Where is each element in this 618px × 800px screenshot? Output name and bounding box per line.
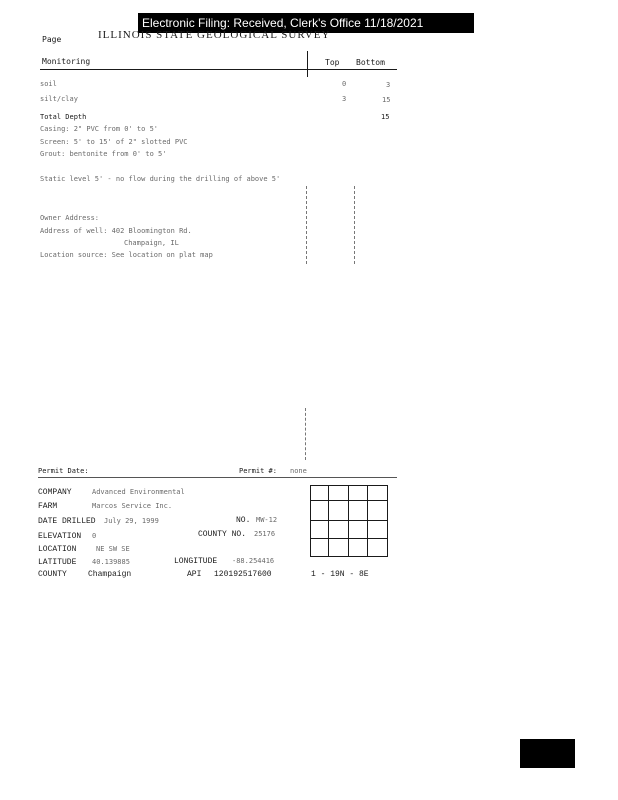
owner-address-label: Owner Address: [40, 214, 100, 222]
county-no-value: 25176 [254, 530, 276, 538]
location-label: LOCATION [38, 545, 77, 554]
well-no-label: NO. [236, 516, 251, 525]
company-label: COMPANY [38, 488, 72, 497]
farm-value: Marcos Service Inc. [92, 502, 173, 510]
permit-no-label: Permit #: [239, 467, 277, 475]
total-depth-value: 15 [381, 113, 390, 121]
location-value: NE SW SE [96, 545, 130, 553]
column-guide [354, 186, 356, 264]
column-guide [305, 408, 307, 460]
plat-grid-line [348, 485, 349, 557]
permit-date-label: Permit Date: [38, 467, 89, 475]
log-row-bottom: 15 [382, 96, 391, 104]
filing-banner-text: Electronic Filing: Received, Clerk's Office 11/18/2021 [142, 16, 424, 30]
well-address-line1: Address of well: 402 Bloomington Rd. [40, 227, 192, 235]
plat-grid-line [310, 520, 388, 521]
api-value: 120192517600 [214, 570, 272, 579]
water-level-note: Static level 5' - no flow during the drilling of above 5' [40, 175, 281, 183]
log-row-label: soil [40, 80, 57, 88]
farm-label: FARM [38, 502, 58, 511]
well-address-line2: Champaign, IL [124, 239, 179, 247]
log-row-top: 0 [342, 80, 347, 88]
well-no-value: MW-12 [256, 516, 278, 524]
redaction-block [520, 739, 575, 768]
page-label: Page [42, 35, 62, 44]
table-column-divider [307, 51, 308, 77]
date-drilled-value: July 29, 1999 [104, 517, 159, 525]
plat-grid-line [328, 485, 329, 557]
county-value: Champaign [88, 570, 132, 579]
column-guide [306, 186, 308, 264]
permit-no-value: none [290, 467, 307, 475]
total-depth-label: Total Depth [40, 113, 87, 121]
elevation-value: 0 [92, 532, 97, 540]
county-no-label: COUNTY NO. [198, 530, 247, 539]
latitude-value: 40.139885 [92, 558, 130, 566]
longitude-label: LONGITUDE [174, 557, 218, 566]
county-label: COUNTY [38, 570, 67, 579]
plat-grid-line [310, 538, 388, 539]
plat-grid-line [367, 485, 368, 557]
permit-rule [38, 477, 397, 478]
log-row-bottom: 3 [386, 81, 391, 89]
table-header-rule [40, 69, 397, 70]
grout-note: Grout: bentonite from 0' to 5' [40, 150, 167, 158]
log-row-label: silt/clay [40, 95, 78, 103]
screen-note: Screen: 5' to 15' of 2" slotted PVC [40, 138, 188, 146]
longitude-value: -88.254416 [232, 557, 275, 565]
location-source: Location source: See location on plat map [40, 251, 213, 259]
latitude-label: LATITUDE [38, 558, 77, 567]
township-range: 1 - 19N - 8E [311, 570, 369, 579]
col-top-header: Top [325, 58, 340, 67]
log-row-top: 3 [342, 95, 347, 103]
company-value: Advanced Environmental [92, 488, 185, 496]
api-label: API [187, 570, 202, 579]
col-bottom-header: Bottom [356, 58, 385, 67]
section-label: Monitoring [42, 57, 91, 66]
plat-grid-line [310, 500, 388, 501]
plat-outline [310, 485, 388, 557]
casing-note: Casing: 2" PVC from 0' to 5' [40, 125, 159, 133]
survey-title: ILLINOIS STATE GEOLOGICAL SURVEY [98, 29, 331, 41]
date-drilled-label: DATE DRILLED [38, 517, 96, 526]
elevation-label: ELEVATION [38, 532, 82, 541]
